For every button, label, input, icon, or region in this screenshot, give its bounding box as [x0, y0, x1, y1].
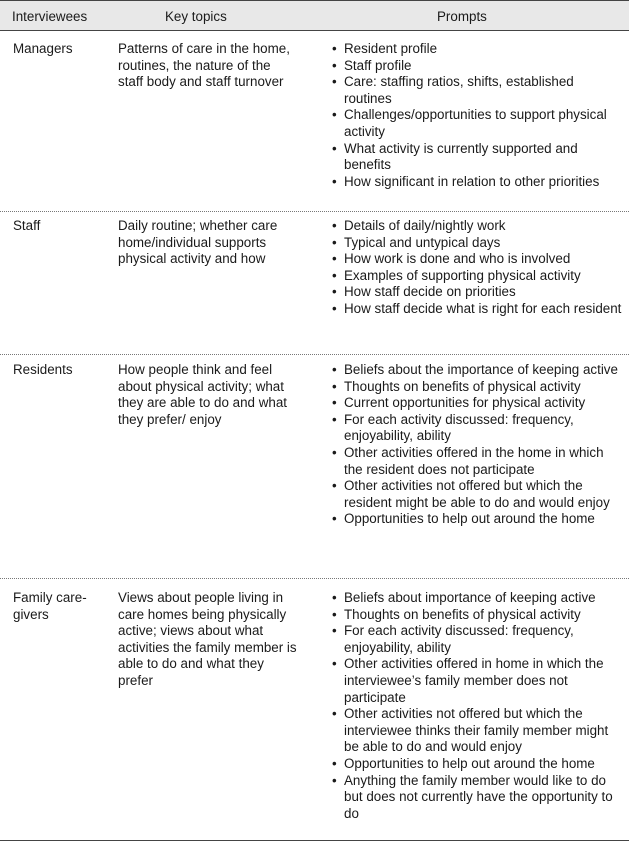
prompt-item: • Care: staffing ratios, shifts, established routines: [331, 74, 623, 107]
prompt-item: • Thoughts on benefits of physical activity: [331, 379, 623, 396]
prompts-list: [331, 590, 623, 822]
table-row: [0, 362, 629, 572]
interviewee-cell: Residents: [13, 362, 73, 377]
prompt-item: • Examples of supporting physical activity: [331, 268, 623, 285]
prompt-item: • Staff profile: [331, 58, 623, 75]
table-row: [0, 41, 629, 211]
prompt-item: • Anything the family member would like to do but does not currently have the opportunity to do: [331, 773, 623, 823]
row-divider: [0, 211, 629, 212]
prompt-item: • Current opportunities for physical activity: [331, 395, 623, 412]
prompt-item: • Other activities not offered but which the resident might be able to do and would enjoy: [331, 478, 623, 511]
prompt-item: • Opportunities to help out around the home: [331, 756, 623, 773]
key-topics-cell: How people think and feel about physical activity; what they are able to do and what they prefer/ enjoy: [118, 362, 287, 427]
prompt-item: • Details of daily/nightly work: [331, 218, 623, 235]
table-row: [0, 590, 629, 830]
prompt-item: • What activity is currently supported and benefits: [331, 141, 623, 174]
interviewee-cell: Managers: [13, 41, 73, 56]
key-topics-cell: Daily routine; whether care home/individual supports physical activity and how: [118, 218, 278, 267]
key-topics-cell: Views about people living in care homes being physically active; views about what activities the family member is able to do and what they prefer: [118, 590, 297, 688]
row-divider: [0, 354, 629, 355]
row-divider: [0, 578, 629, 579]
prompt-item: • How staff decide what is right for each resident: [331, 301, 623, 318]
key-topics-cell: Patterns of care in the home, routines, the nature of the staff body and staff turnover: [118, 41, 290, 90]
prompt-item: • How significant in relation to other priorities: [331, 174, 623, 191]
prompts-list: [331, 41, 623, 190]
header-key-topics: Key topics: [165, 9, 227, 24]
prompt-item: • How work is done and who is involved: [331, 251, 623, 268]
prompts-list: [331, 362, 623, 528]
prompt-item: • For each activity discussed: frequency, enjoyability, ability: [331, 623, 623, 656]
prompt-item: • For each activity discussed: frequency, enjoyability, ability: [331, 412, 623, 445]
header-interviewees: Interviewees: [12, 9, 88, 24]
prompt-item: • Beliefs about the importance of keeping active: [331, 362, 623, 379]
prompt-item: • Resident profile: [331, 41, 623, 58]
interviewee-cell: Family care-givers: [13, 590, 87, 622]
interviewee-cell: Staff: [13, 218, 41, 233]
prompt-item: • Challenges/opportunities to support physical activity: [331, 107, 623, 140]
prompt-item: • Other activities not offered but which the interviewee thinks their family member might be able to do and would enjoy: [331, 706, 623, 756]
prompt-item: • How staff decide on priorities: [331, 284, 623, 301]
prompt-item: • Thoughts on benefits of physical activity: [331, 607, 623, 624]
prompt-item: • Beliefs about importance of keeping active: [331, 590, 623, 607]
prompt-item: • Opportunities to help out around the home: [331, 511, 623, 528]
prompts-list: [331, 218, 623, 318]
prompt-item: • Other activities offered in the home in which the resident does not participate: [331, 445, 623, 478]
table-header: [0, 0, 629, 31]
prompt-item: • Typical and untypical days: [331, 235, 623, 252]
prompt-item: • Other activities offered in home in which the interviewee’s family member does not participate: [331, 656, 623, 706]
table-row: [0, 218, 629, 353]
header-prompts: Prompts: [437, 9, 487, 24]
table-bottom-rule: [0, 840, 629, 841]
